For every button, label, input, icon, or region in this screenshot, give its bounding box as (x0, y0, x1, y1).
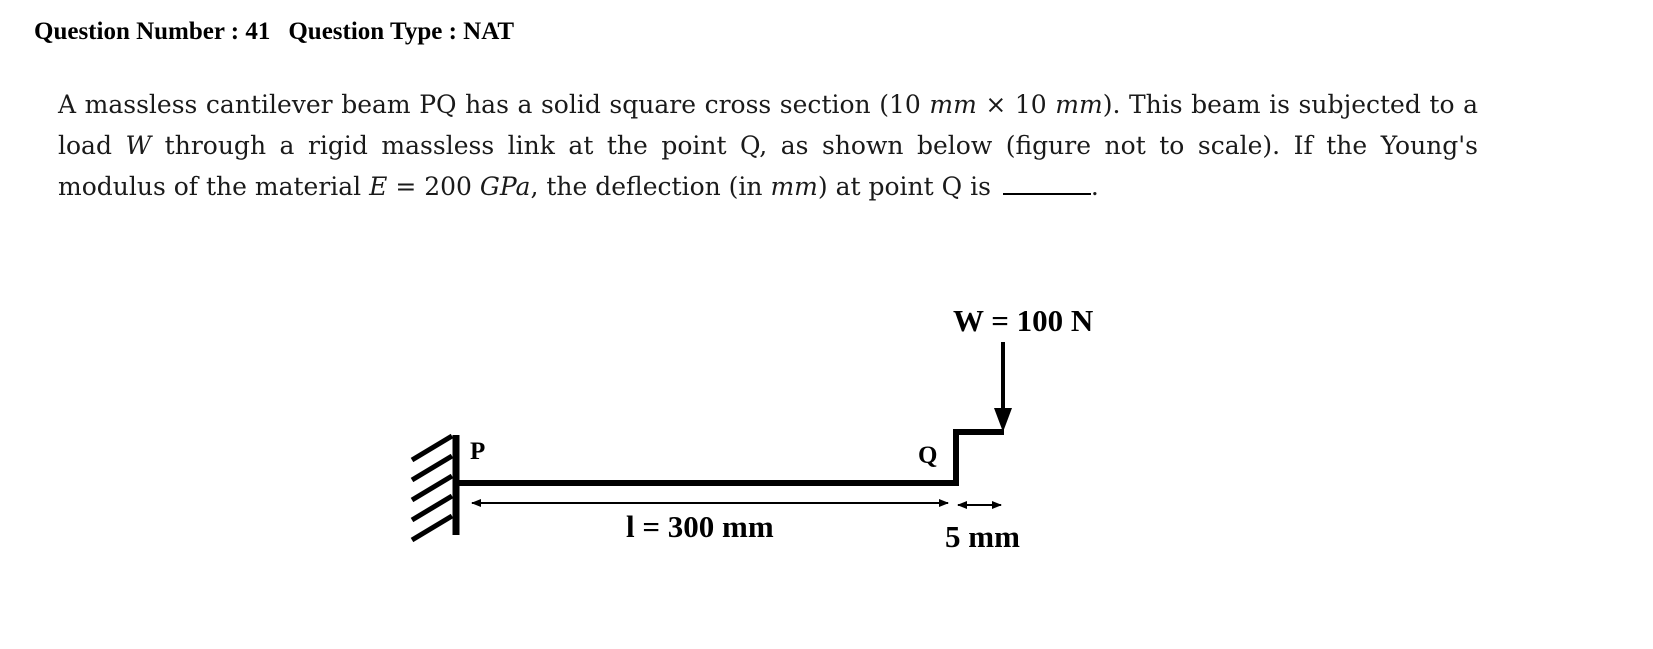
question-text-end: . (1090, 172, 1099, 201)
load-label: W = 100 N (953, 303, 1094, 338)
unit-mm: mm (770, 172, 818, 201)
length-label: l = 300 mm (626, 509, 774, 544)
question-text-part: A massless cantilever beam PQ has a solid square cross section (10 (58, 90, 930, 119)
unit-mm: mm (1055, 90, 1103, 119)
variable-w: W (125, 131, 152, 160)
question-text-part: through a rigid massless link at the point Q, as shown below (figure not to scale). If the Young's modulus of the material (58, 131, 1478, 201)
offset-label: 5 mm (945, 519, 1020, 554)
point-p-label: P (470, 438, 486, 465)
question-type: Question Type : NAT (288, 18, 515, 45)
question-text-part: = 200 (387, 172, 480, 201)
point-q-label: Q (918, 442, 938, 469)
load-arrow (994, 342, 1012, 432)
variable-e: E (369, 172, 388, 201)
rigid-link (956, 432, 1004, 486)
question-text-part: × 10 (976, 90, 1056, 119)
question-text-part: ) at point Q is (817, 172, 991, 201)
unit-gpa: GPa (479, 172, 531, 201)
question-text-part: ). This beam is subjected to a load (58, 90, 1478, 160)
question-number: Question Number : 41 (34, 18, 271, 45)
question-text-part: , the deflection (in (530, 172, 771, 201)
unit-mm: mm (929, 90, 977, 119)
fixed-support (412, 435, 456, 540)
